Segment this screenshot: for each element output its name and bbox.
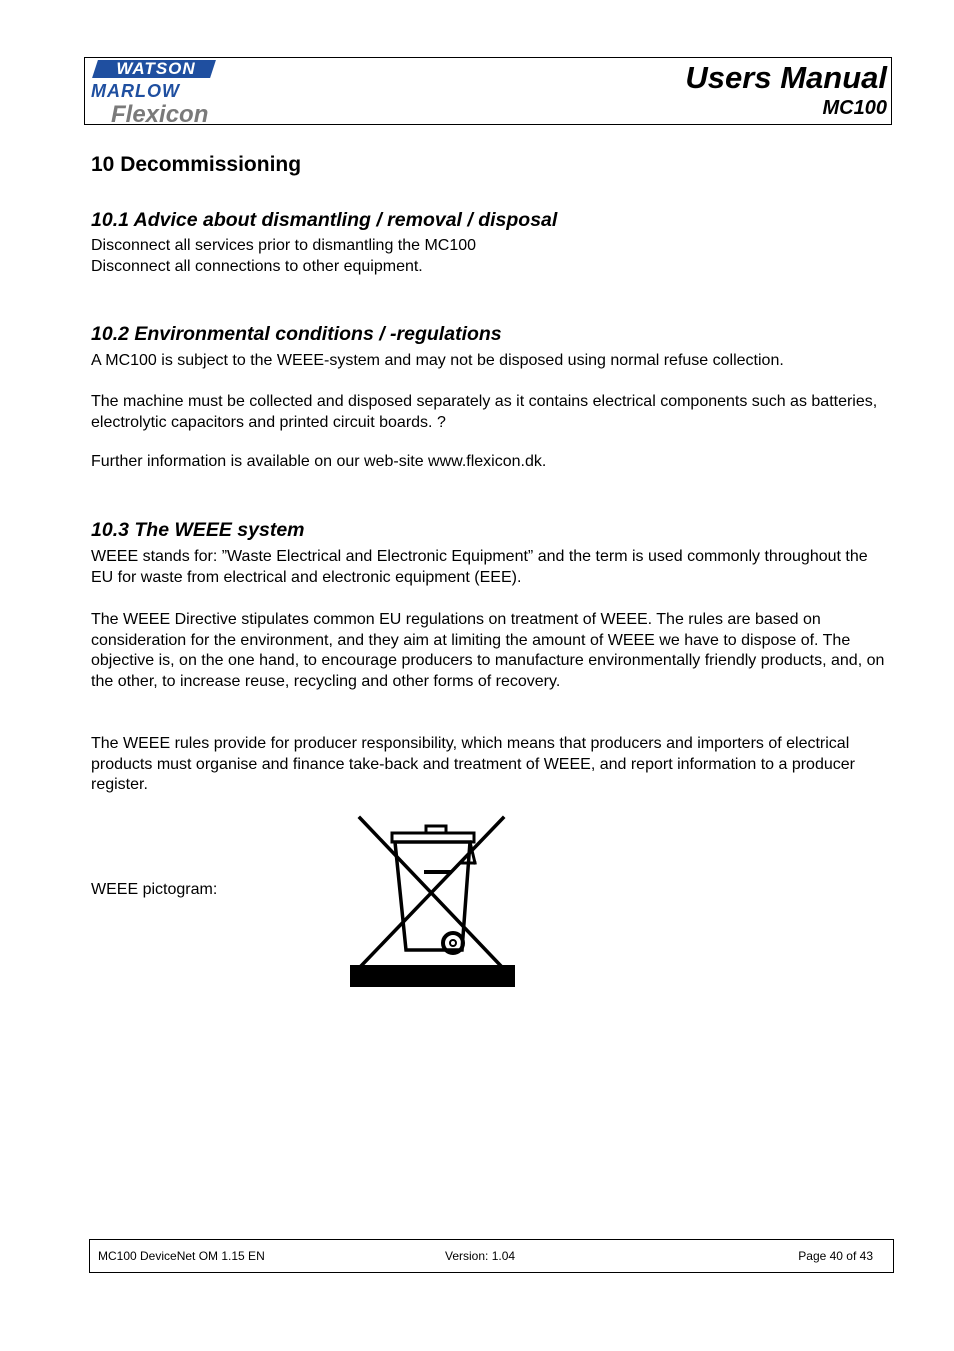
pictogram-label: WEEE pictogram: — [91, 881, 218, 898]
footer-page-number: Page 40 of 43 — [798, 1249, 873, 1263]
paragraph-weee-3: The WEEE rules provide for producer responsibility, which means that producers and importers of electrical products must organise and finance take-back and treatment of WEEE, and report information to a producer register. — [91, 735, 855, 793]
document-title: Users Manual — [685, 60, 887, 95]
paragraph-env-1: A MC100 is subject to the WEEE-system and may not be disposed using normal refuse collection. — [91, 352, 784, 369]
watson-marlow-flexicon-logo — [89, 60, 219, 126]
footer-document-id: MC100 DeviceNet OM 1.15 EN — [98, 1249, 265, 1263]
page-header — [84, 57, 892, 128]
document-subtitle: MC100 — [822, 97, 887, 119]
paragraph-weee-1: WEEE stands for: ”Waste Electrical and Electronic Equipment” and the term is used commonly throughout the EU for waste from electrical and electronic equipment (EEE). — [91, 548, 868, 586]
paragraph-weee-2: The WEEE Directive stipulates common EU regulations on treatment of WEEE. The rules are based on consideration for the environment, and they aim at limiting the amount of WEEE we have to dispose of. The objective is, on the one hand, to encourage producers to manufacture environmentally friendly products, and, on the other, to increase reuse, recycling and other forms of recovery. — [91, 611, 885, 690]
footer-version: Version: 1.04 — [445, 1249, 516, 1263]
subsection-heading-10-1: 10.1 Advice about dismantling / removal / disposal — [91, 209, 558, 231]
paragraph-env-3: Further information is available on our web-site www.flexicon.dk. — [91, 453, 547, 470]
subsection-heading-10-2: 10.2 Environmental conditions / -regulations — [91, 323, 502, 345]
crossed-out-wheelie-bin-icon — [350, 815, 515, 987]
paragraph-env-2: The machine must be collected and disposed separately as it contains electrical components such as batteries, electrolytic capacitors and printed circuit boards. ? — [91, 393, 878, 431]
paragraph-dismantle-line1: Disconnect all services prior to dismantling the MC100 — [91, 237, 477, 254]
subsection-heading-10-3: 10.3 The WEEE system — [91, 519, 305, 541]
page-footer — [89, 1239, 894, 1273]
logo-text-marlow: MARLOW — [91, 81, 180, 101]
logo-text-watson: WATSON — [116, 59, 196, 78]
paragraph-dismantle-line2: Disconnect all connections to other equipment. — [91, 258, 423, 275]
section-heading: 10 Decommissioning — [91, 153, 302, 176]
logo-text-flexicon: Flexicon — [111, 101, 209, 128]
